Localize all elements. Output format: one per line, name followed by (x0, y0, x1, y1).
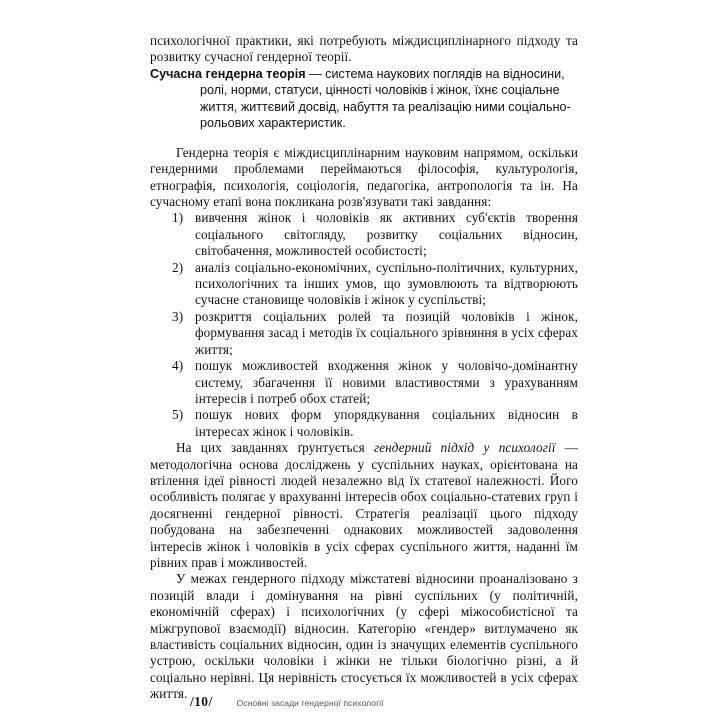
list-item-text: вивчення жінок і чоловіків як активних суб'єктів творення соціального світогляду, розвитку соціальних відносин, світобачення, можливостей особистості; (195, 210, 578, 259)
paragraph-gender-theory: Гендерна теорія є міждисциплінарним науковим напрямом, оскільки гендерними проблемами переймаються філософія, культурологія, етнографія, психологія, соціологія, педагогіка, антропологія та ін. На сучасному етапі вона покликана розв'язувати такі завдання: (150, 144, 578, 210)
list-marker: 2) (172, 259, 184, 275)
tasks-list (150, 210, 578, 440)
list-marker: 5) (172, 407, 184, 423)
list-marker: 4) (172, 358, 184, 374)
paragraph-intersex-relations: У межах гендерного підходу міжстатеві відносини проаналізовано з позицій влади і домінування на рівні суспільних (у політичній, економічній сферах) і психологічних (у сфері міжособистісної та міжгрупової взаємодії) відносин. Категорію «гендер» витлумачено як властивість соціальних відносин, один із значущих елементів суспільного устрою, оскільки чоловіки і жінки не тільки біологічно різні, а й соціально нерівні. Ця нерівність стосується їх можливостей в усіх сферах життя. (150, 571, 578, 702)
list-item-text: розкриття соціальних ролей та позицій чоловіків і жінок, формування засад і методів їх соціального зрівняння в усіх сферах життя; (195, 308, 578, 357)
running-head: Основні засади гендерної психології (236, 698, 384, 708)
list-item-text: пошук можливостей входження жінок у чоловічо-домінантну систему, збагачення її новими властивостями з урахуванням інтересів і потреб обох статей; (195, 358, 578, 406)
list-item (150, 260, 578, 309)
approach-tail-text: — методологічна основа досліджень у суспільних науках, орієнтована на втілення ідеї рівності людей незалежно від їх статевої належності. Його особливість полягає у врахуванні інтересів обох соціально-статевих груп і досягненні гендерної рівності. Стратегія реалізації цього підходу побудована на забезпеченні однакових можливостей задоволення інтересів жінок і чоловіків в усіх сферах суспільного життя, наданні їм рівних прав і можливостей. (150, 440, 578, 570)
approach-italic-term: гендерний підхід у психології (373, 440, 556, 456)
list-item (150, 309, 578, 358)
list-item (150, 358, 578, 407)
list-item (150, 210, 578, 259)
list-marker: 1) (172, 210, 184, 226)
page-number: /10/ (190, 694, 213, 709)
paragraph-gender-approach (150, 440, 578, 571)
approach-lead-text: На цих завданнях ґрунтується (176, 440, 374, 456)
definition-text: — система наукових поглядів на відносини, ролі, норми, статуси, цінності чоловіків і жінок, їхнє соціальне життя, життєвий досвід, набуття та реалізацію ними соціально-рольових характеристик. (200, 66, 571, 131)
page-footer (150, 694, 384, 710)
definition-block (150, 66, 578, 132)
list-marker: 3) (172, 308, 184, 324)
list-item-text: аналіз соціально-економічних, суспільно-політичних, культурних, психологічних та інших умов, що зумовлюють та відтворюють сучасне становище чоловіків і жінок у суспільстві; (195, 259, 578, 308)
definition-term: Сучасна гендерна теорія (150, 66, 306, 81)
paragraph-continuation: психологічної практики, які потребують міждисциплінарного підходу та розвитку сучасної гендерної теорії. (150, 33, 578, 65)
page-content-column (150, 33, 578, 703)
list-item (150, 407, 578, 440)
list-item-text: пошук нових форм упорядкування соціальних відносин в інтересах жінок і чоловіків. (195, 407, 578, 439)
